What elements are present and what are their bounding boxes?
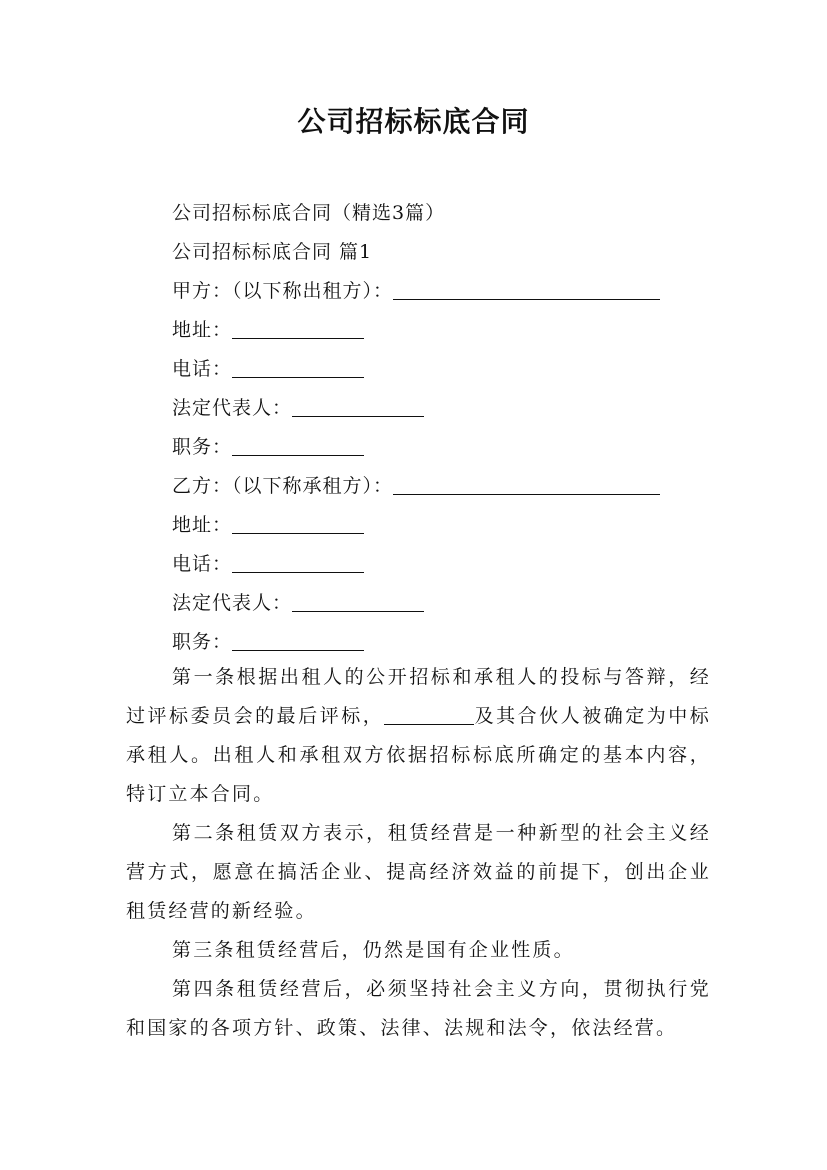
party-a-phone-label: 电话：	[172, 358, 233, 380]
party-a-position-blank	[232, 437, 364, 456]
party-a-address-blank	[232, 320, 364, 339]
party-a-phone-blank	[232, 359, 364, 378]
article-1	[126, 658, 711, 814]
party-b-line	[172, 471, 660, 498]
party-b-heading: 乙方：（以下称承租方）：	[172, 475, 394, 497]
article-4: 第四条租赁经营后，必须坚持社会主义方向，贯彻执行党和国家的各项方针、政策、法律、法规和法令，依法经营。	[126, 978, 711, 1039]
article-1-text-b: 及其合伙人被确定为中标承租人。出租人和承租双方依据招标标底所确定的基本内容，特订立本合同。	[126, 705, 712, 805]
party-b-address-label: 地址：	[172, 514, 233, 536]
article-2: 第二条租赁双方表示，租赁经营是一种新型的社会主义经营方式，愿意在搞活企业、提高经济效益的前提下，创出企业租赁经营的新经验。	[126, 822, 711, 922]
party-b-address-line	[172, 510, 364, 537]
article-1-blank	[384, 706, 474, 725]
party-a-position-line	[172, 432, 364, 459]
party-b-phone-line	[172, 549, 364, 576]
party-a-address-label: 地址：	[172, 319, 233, 341]
document-title: 公司招标标底合同	[297, 105, 530, 138]
party-a-blank	[393, 281, 660, 300]
party-a-rep-blank	[292, 398, 424, 417]
party-b-phone-blank	[232, 554, 364, 573]
party-b-rep-label: 法定代表人：	[172, 592, 293, 614]
party-b-position-blank	[232, 632, 364, 651]
party-b-phone-label: 电话：	[172, 553, 233, 575]
party-a-address-line	[172, 315, 364, 342]
party-a-position-label: 职务：	[172, 436, 233, 458]
party-b-blank	[393, 476, 660, 495]
party-b-position-line	[172, 627, 364, 654]
party-b-rep-blank	[292, 593, 424, 612]
party-b-rep-line	[172, 588, 424, 615]
party-a-line	[172, 276, 660, 303]
party-a-rep-label: 法定代表人：	[172, 397, 293, 419]
section-heading: 公司招标标底合同 篇1	[172, 241, 373, 263]
subtitle: 公司招标标底合同（精选3篇）	[172, 202, 446, 224]
party-b-position-label: 职务：	[172, 631, 233, 653]
article-1-text-a: 第一条根据出租人的公开招标和承租人的投标与答辩，经过评标委员会的最后评标，	[126, 666, 711, 727]
party-a-phone-line	[172, 354, 364, 381]
party-a-heading: 甲方：（以下称出租方）：	[172, 280, 394, 302]
party-b-address-blank	[232, 515, 364, 534]
article-3: 第三条租赁经营后，仍然是国有企业性质。	[172, 939, 575, 961]
party-a-rep-line	[172, 393, 424, 420]
